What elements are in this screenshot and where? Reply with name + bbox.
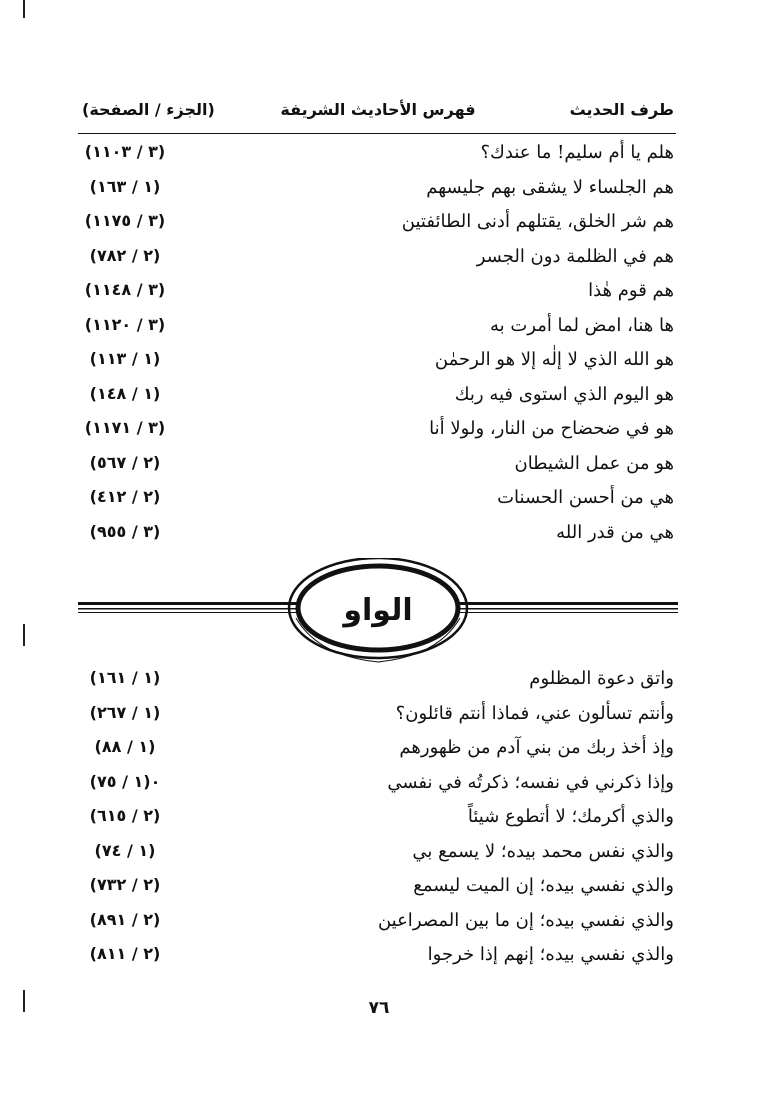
hadith-text: والذي نفسي بيده؛ إن الميت ليسمع xyxy=(413,875,674,896)
running-header xyxy=(82,96,674,130)
hadith-text: ها هنا، امض لما أمرت به xyxy=(489,314,674,336)
margin-mark-middle xyxy=(23,624,25,646)
hadith-text: هم شر الخلق، يقتلهم أدنى الطائفتين xyxy=(401,211,674,232)
hadith-text: واتق دعوة المظلوم xyxy=(529,668,674,689)
volume-page-ref: (٣ / ١١٢٠) xyxy=(84,314,166,334)
hadith-text: والذي نفسي بيده؛ إن ما بين المصراعين xyxy=(377,909,674,931)
index-entry xyxy=(70,942,674,977)
index-entry xyxy=(70,278,674,313)
volume-page-ref: (٢ / ٨٩١) xyxy=(89,909,161,929)
hadith-text: وأنتم تسألون عني، فماذا أنتم قائلون؟ xyxy=(395,702,674,724)
hadith-text: هي من أحسن الحسنات xyxy=(497,487,674,508)
hadith-text: هم الجلساء لا يشقى بهم جليسهم xyxy=(426,176,674,198)
hadith-text: وإذ أخذ ربك من بني آدم من ظهورهم xyxy=(399,737,674,758)
volume-page-ref: (٢ / ٥٦٧) xyxy=(89,452,161,472)
volume-page-ref: (٣ / ٩٥٥) xyxy=(89,521,161,541)
volume-page-ref: (١ / ١٦١) xyxy=(89,668,161,687)
volume-page-ref: (١ / ١١٣) xyxy=(89,349,161,368)
index-entry xyxy=(70,382,674,417)
index-list-bottom xyxy=(70,666,674,977)
volume-page-ref: (١ / ٧٤) xyxy=(94,840,156,860)
margin-mark-top xyxy=(23,0,25,18)
index-entry xyxy=(70,416,674,451)
index-entry xyxy=(70,313,674,348)
volume-page-ref: (٢ / ٦١٥) xyxy=(89,806,161,825)
hadith-text: هي من قدر الله xyxy=(556,521,674,543)
hadith-text: هو من عمل الشيطان xyxy=(514,452,674,474)
volume-page-ref: (٣ / ١١٠٣) xyxy=(84,142,166,161)
index-entry xyxy=(70,347,674,382)
volume-page-ref: (١ / ٧٥)٠ xyxy=(89,771,161,791)
page-number: ٧٦ xyxy=(368,998,390,1018)
header-column-hadith: طرف الحديث xyxy=(569,100,674,119)
header-rule xyxy=(78,133,676,134)
volume-page-ref: (١ / ٨٨) xyxy=(94,737,156,756)
section-title: الواو xyxy=(343,593,413,628)
index-entry xyxy=(70,209,674,244)
volume-page-ref: (٣ / ١١٤٨) xyxy=(84,280,166,299)
index-list-top xyxy=(70,140,674,554)
hadith-text: هو اليوم الذي استوى فيه ربك xyxy=(454,383,674,405)
volume-page-ref: (١ / ٢٦٧) xyxy=(89,702,161,722)
index-entry xyxy=(70,804,674,839)
index-entry xyxy=(70,140,674,175)
index-entry xyxy=(70,873,674,908)
volume-page-ref: (٢ / ٨١١) xyxy=(89,944,161,963)
hadith-text: والذي أكرمك؛ لا أتطوع شيئاً xyxy=(467,806,674,827)
volume-page-ref: (٢ / ٧٣٢) xyxy=(89,875,161,894)
header-column-volume-page: (الجزء / الصفحة) xyxy=(82,100,215,119)
index-entry xyxy=(70,520,674,555)
volume-page-ref: (٣ / ١١٧١) xyxy=(84,418,166,437)
volume-page-ref: (٢ / ٤١٢) xyxy=(89,487,161,506)
volume-page-ref: (١ / ١٦٣) xyxy=(89,176,161,196)
section-divider xyxy=(78,558,678,670)
hadith-text: هم في الظلمة دون الجسر xyxy=(476,245,674,267)
hadith-text: هو الله الذي لا إلٰه إلا هو الرحمٰن xyxy=(434,349,674,370)
index-entry xyxy=(70,770,674,805)
hadith-text: هو في ضحضاح من النار، ولولا أنا xyxy=(429,418,674,439)
volume-page-ref: (٣ / ١١٧٥) xyxy=(84,211,166,230)
index-entry xyxy=(70,175,674,210)
hadith-text: وإذا ذكرني في نفسه؛ ذكرتُه في نفسي xyxy=(387,771,674,793)
index-entry xyxy=(70,908,674,943)
hadith-text: هم قوم هٰذا xyxy=(588,280,674,301)
hadith-text: هلم يا أم سليم! ما عندك؟ xyxy=(480,142,674,163)
hadith-text: والذي نفس محمد بيده؛ لا يسمع بي xyxy=(412,840,674,862)
index-entry xyxy=(70,451,674,486)
volume-page-ref: (٢ / ٧٨٢) xyxy=(89,245,161,265)
volume-page-ref: (١ / ١٤٨) xyxy=(89,383,161,403)
index-entry xyxy=(70,701,674,736)
header-index-title: فهرس الأحاديث الشريفة xyxy=(280,100,476,119)
index-entry xyxy=(70,244,674,279)
index-entry xyxy=(70,839,674,874)
index-entry xyxy=(70,666,674,701)
index-entry xyxy=(70,735,674,770)
hadith-text: والذي نفسي بيده؛ إنهم إذا خرجوا xyxy=(427,944,674,965)
index-entry xyxy=(70,485,674,520)
